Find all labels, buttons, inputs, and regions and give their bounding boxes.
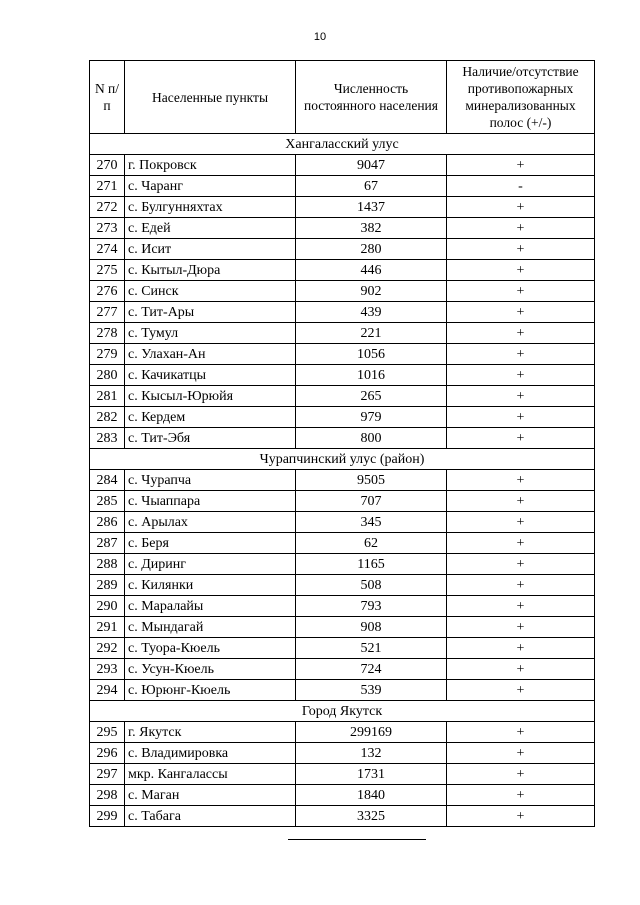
table-row	[90, 764, 595, 785]
row-number: 297	[90, 764, 125, 785]
firebreak-flag: +	[447, 659, 595, 680]
settlement-name: с. Чурапча	[125, 470, 296, 491]
settlement-name: с. Кысыл-Юрюйя	[125, 386, 296, 407]
settlement-name: с. Исит	[125, 239, 296, 260]
row-number: 289	[90, 575, 125, 596]
row-number: 275	[90, 260, 125, 281]
table-row	[90, 596, 595, 617]
population-value: 132	[296, 743, 447, 764]
firebreak-flag: +	[447, 239, 595, 260]
table-body	[90, 134, 595, 827]
population-value: 539	[296, 680, 447, 701]
table-row	[90, 239, 595, 260]
row-number: 274	[90, 239, 125, 260]
settlement-name: с. Диринг	[125, 554, 296, 575]
firebreak-flag: +	[447, 365, 595, 386]
row-number: 298	[90, 785, 125, 806]
row-number: 290	[90, 596, 125, 617]
row-number: 284	[90, 470, 125, 491]
table-row	[90, 470, 595, 491]
settlement-name: г. Покровск	[125, 155, 296, 176]
firebreak-flag: +	[447, 407, 595, 428]
population-value: 508	[296, 575, 447, 596]
table-row	[90, 491, 595, 512]
row-number: 272	[90, 197, 125, 218]
table-row	[90, 365, 595, 386]
population-value: 800	[296, 428, 447, 449]
table-row	[90, 659, 595, 680]
firebreak-flag: +	[447, 302, 595, 323]
row-number: 287	[90, 533, 125, 554]
settlement-name: с. Чаранг	[125, 176, 296, 197]
row-number: 277	[90, 302, 125, 323]
row-number: 296	[90, 743, 125, 764]
firebreak-flag: +	[447, 260, 595, 281]
table-row	[90, 743, 595, 764]
section-title: Чурапчинский улус (район)	[90, 449, 595, 470]
table-row	[90, 533, 595, 554]
population-value: 3325	[296, 806, 447, 827]
table-row	[90, 428, 595, 449]
firebreak-flag: +	[447, 197, 595, 218]
row-number: 293	[90, 659, 125, 680]
table-row	[90, 386, 595, 407]
table-row	[90, 785, 595, 806]
header-num: N п/п	[90, 61, 125, 134]
population-value: 439	[296, 302, 447, 323]
table-row	[90, 344, 595, 365]
settlement-name: с. Тит-Ары	[125, 302, 296, 323]
settlement-name: с. Юрюнг-Кюель	[125, 680, 296, 701]
section-title: Хангаласский улус	[90, 134, 595, 155]
table-row	[90, 197, 595, 218]
firebreak-flag: -	[447, 176, 595, 197]
section-header-row	[90, 449, 595, 470]
table-row	[90, 680, 595, 701]
population-value: 902	[296, 281, 447, 302]
population-value: 299169	[296, 722, 447, 743]
table-row	[90, 512, 595, 533]
population-value: 979	[296, 407, 447, 428]
row-number: 282	[90, 407, 125, 428]
row-number: 288	[90, 554, 125, 575]
footer-divider	[288, 839, 426, 840]
header-firebreak: Наличие/отсутствие противопожарных минерализованных полос (+/-)	[447, 61, 595, 134]
settlement-name: с. Едей	[125, 218, 296, 239]
table-row	[90, 323, 595, 344]
population-value: 1016	[296, 365, 447, 386]
settlement-name: с. Маралайы	[125, 596, 296, 617]
row-number: 292	[90, 638, 125, 659]
table-row	[90, 617, 595, 638]
settlement-name: с. Табага	[125, 806, 296, 827]
firebreak-flag: +	[447, 533, 595, 554]
table-row	[90, 722, 595, 743]
population-value: 707	[296, 491, 447, 512]
settlement-name: с. Кердем	[125, 407, 296, 428]
row-number: 285	[90, 491, 125, 512]
table-row	[90, 176, 595, 197]
firebreak-flag: +	[447, 323, 595, 344]
population-value: 908	[296, 617, 447, 638]
table-row	[90, 281, 595, 302]
settlement-name: с. Булгунняхтах	[125, 197, 296, 218]
firebreak-flag: +	[447, 491, 595, 512]
firebreak-flag: +	[447, 281, 595, 302]
table-row	[90, 806, 595, 827]
population-value: 67	[296, 176, 447, 197]
table-row	[90, 638, 595, 659]
population-value: 724	[296, 659, 447, 680]
population-value: 221	[296, 323, 447, 344]
population-value: 9047	[296, 155, 447, 176]
population-value: 521	[296, 638, 447, 659]
firebreak-flag: +	[447, 806, 595, 827]
firebreak-flag: +	[447, 722, 595, 743]
row-number: 294	[90, 680, 125, 701]
table-row	[90, 407, 595, 428]
row-number: 286	[90, 512, 125, 533]
header-name: Населенные пункты	[125, 61, 296, 134]
firebreak-flag: +	[447, 512, 595, 533]
row-number: 299	[90, 806, 125, 827]
firebreak-flag: +	[447, 470, 595, 491]
settlement-name: мкр. Кангалассы	[125, 764, 296, 785]
row-number: 271	[90, 176, 125, 197]
row-number: 280	[90, 365, 125, 386]
firebreak-flag: +	[447, 638, 595, 659]
settlement-name: с. Килянки	[125, 575, 296, 596]
table-row	[90, 554, 595, 575]
settlement-name: с. Владимировка	[125, 743, 296, 764]
settlement-name: с. Синск	[125, 281, 296, 302]
table-row	[90, 155, 595, 176]
firebreak-flag: +	[447, 155, 595, 176]
table-row	[90, 218, 595, 239]
population-value: 62	[296, 533, 447, 554]
settlement-name: с. Тумул	[125, 323, 296, 344]
row-number: 270	[90, 155, 125, 176]
population-value: 446	[296, 260, 447, 281]
settlement-name: г. Якутск	[125, 722, 296, 743]
population-value: 1437	[296, 197, 447, 218]
page-number: 10	[313, 31, 327, 43]
population-value: 1731	[296, 764, 447, 785]
firebreak-flag: +	[447, 617, 595, 638]
population-value: 1165	[296, 554, 447, 575]
firebreak-flag: +	[447, 785, 595, 806]
population-value: 280	[296, 239, 447, 260]
settlement-name: с. Кытыл-Дюра	[125, 260, 296, 281]
firebreak-flag: +	[447, 344, 595, 365]
row-number: 278	[90, 323, 125, 344]
population-value: 9505	[296, 470, 447, 491]
settlement-name: с. Беря	[125, 533, 296, 554]
firebreak-flag: +	[447, 680, 595, 701]
population-value: 382	[296, 218, 447, 239]
section-header-row	[90, 701, 595, 722]
population-value: 1056	[296, 344, 447, 365]
section-title: Город Якутск	[90, 701, 595, 722]
population-value: 793	[296, 596, 447, 617]
firebreak-flag: +	[447, 428, 595, 449]
row-number: 281	[90, 386, 125, 407]
settlement-name: с. Усун-Кюель	[125, 659, 296, 680]
settlement-name: с. Арылах	[125, 512, 296, 533]
settlement-name: с. Качикатцы	[125, 365, 296, 386]
row-number: 295	[90, 722, 125, 743]
firebreak-flag: +	[447, 743, 595, 764]
settlement-name: с. Чыаппара	[125, 491, 296, 512]
section-header-row	[90, 134, 595, 155]
firebreak-flag: +	[447, 575, 595, 596]
firebreak-flag: +	[447, 596, 595, 617]
settlement-name: с. Улахан-Ан	[125, 344, 296, 365]
table-header-row	[90, 61, 595, 134]
firebreak-flag: +	[447, 386, 595, 407]
row-number: 283	[90, 428, 125, 449]
population-value: 345	[296, 512, 447, 533]
settlement-name: с. Туора-Кюель	[125, 638, 296, 659]
row-number: 279	[90, 344, 125, 365]
settlement-name: с. Маган	[125, 785, 296, 806]
population-value: 1840	[296, 785, 447, 806]
firebreak-flag: +	[447, 554, 595, 575]
population-value: 265	[296, 386, 447, 407]
table-row	[90, 575, 595, 596]
table-row	[90, 302, 595, 323]
header-population: Численность постоянного населения	[296, 61, 447, 134]
row-number: 291	[90, 617, 125, 638]
row-number: 273	[90, 218, 125, 239]
settlement-name: с. Тит-Эбя	[125, 428, 296, 449]
row-number: 276	[90, 281, 125, 302]
table-row	[90, 260, 595, 281]
settlement-name: с. Мындагай	[125, 617, 296, 638]
firebreak-flag: +	[447, 218, 595, 239]
settlements-table	[89, 60, 595, 827]
firebreak-flag: +	[447, 764, 595, 785]
